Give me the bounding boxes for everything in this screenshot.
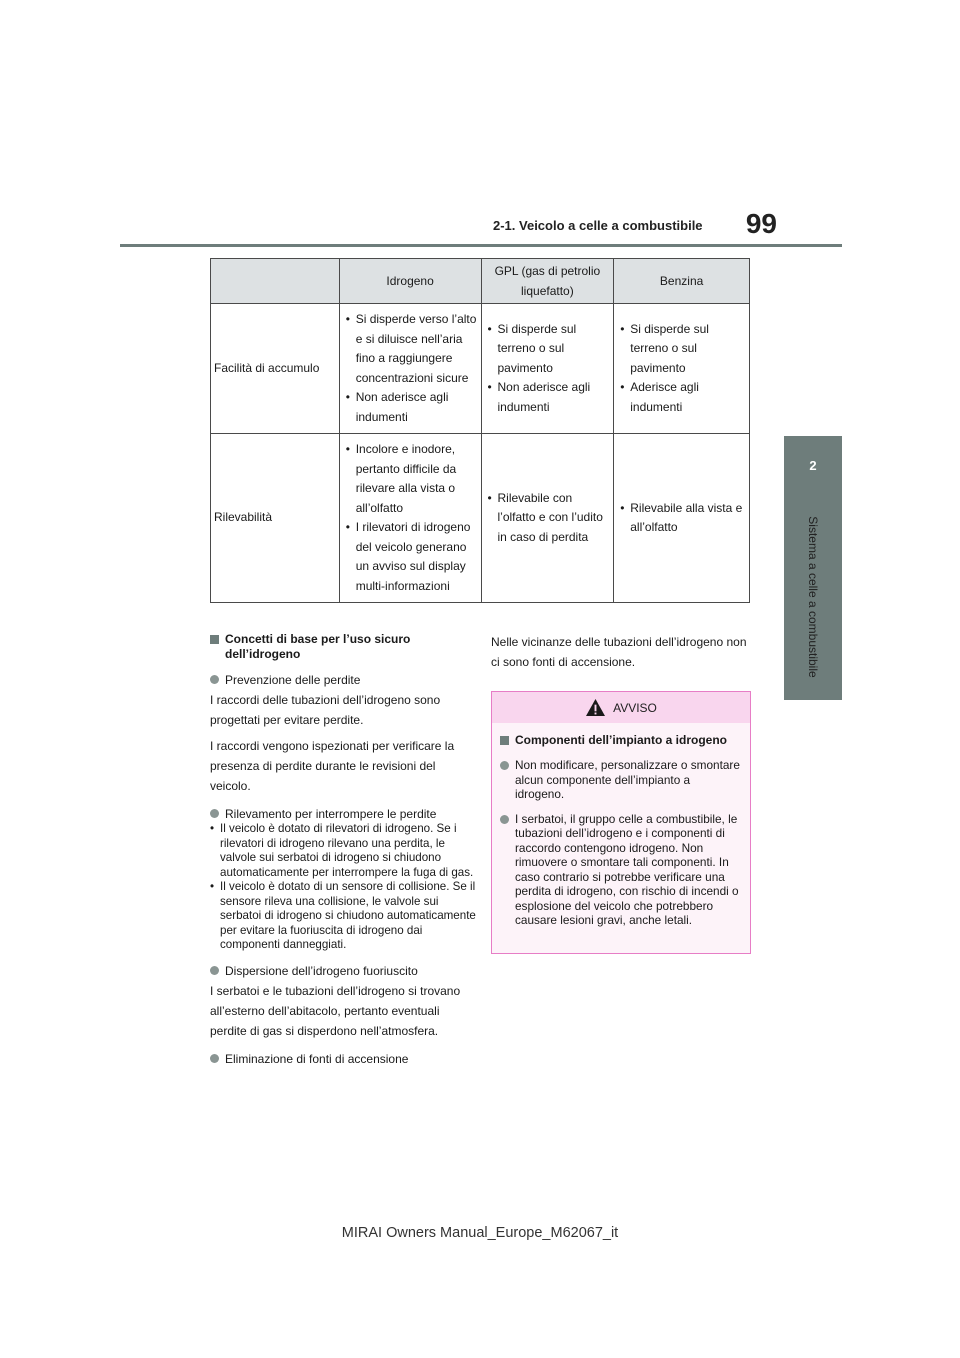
circle-bullet-icon xyxy=(500,815,509,824)
section-heading-text: Concetti di base per l’uso sicuro dell’idrogeno xyxy=(225,632,411,661)
table-header-hydrogen: Idrogeno xyxy=(339,259,481,304)
row-label: Facilità di accumulo xyxy=(211,304,340,434)
paragraph: I raccordi vengono ispezionati per verificare la presenza di perdite durante le revisioni del veicolo. xyxy=(210,739,455,793)
list-item: • Non aderisce agli indumenti xyxy=(486,378,610,417)
header-rule xyxy=(120,244,842,247)
subheading-text: Rilevamento per interrompere le perdite xyxy=(225,807,437,821)
warning-body xyxy=(492,723,750,928)
square-bullet-icon xyxy=(500,736,509,745)
section-heading xyxy=(210,632,478,662)
list-item: • Il veicolo è dotato di rilevatori di idrogeno. Se i rilevatori di idrogeno rilevano una perdita, le valvole sui serbatoi di idrogeno si chiudono automaticamente per interrompere la fuga di gas. xyxy=(210,822,478,880)
circle-bullet-icon xyxy=(210,809,219,818)
circle-bullet-icon xyxy=(210,675,219,684)
table-row xyxy=(211,434,750,603)
footer-text: MIRAI Owners Manual_Europe_M62067_it xyxy=(341,1225,619,1241)
list-item: • Non aderisce agli indumenti xyxy=(344,388,477,427)
subheading-leak-prevention xyxy=(210,672,478,688)
warning-item-text: Non modificare, personalizzare o smontare alcun componente dell’impianto a idrogeno. xyxy=(515,758,740,801)
chapter-side-label: Sistema a celle a combustibile xyxy=(806,516,820,678)
right-column xyxy=(491,632,751,672)
cell-lpg xyxy=(481,434,614,603)
circle-bullet-icon xyxy=(210,1054,219,1063)
table-header-petrol: Benzina xyxy=(614,259,750,304)
list-item: • Rilevabile con l’olfatto e con l’udito in caso di perdita xyxy=(486,489,610,548)
list-item: • Rilevabile alla vista e all’olfatto xyxy=(618,499,745,538)
subheading-text: Dispersione dell’idrogeno fuoriuscito xyxy=(225,963,418,978)
table-header-empty xyxy=(211,259,340,304)
warning-item-text: I serbatoi, il gruppo celle a combustibile, le tubazioni dell’idrogeno e i componenti di raccordo contengono idrogeno. Non rimuovere o smontare tali componenti. In caso contrario si potrebbe verificare una perdita di idrogeno, con rischio di incendi o esplosione del veicolo che potrebbero causare lesioni gravi, anche letali. xyxy=(515,811,739,927)
list-item: • Si disperde sul terreno o sul pavimento xyxy=(618,320,745,379)
warning-header xyxy=(492,692,750,723)
warning-triangle-icon xyxy=(585,698,606,717)
leak-detection-list xyxy=(210,822,478,953)
section-header-title: 2-1. Veicolo a celle a combustibile xyxy=(493,218,703,233)
warning-item xyxy=(500,812,742,928)
section-heading-text: Componenti dell’impianto a idrogeno xyxy=(515,733,727,747)
table-header-lpg: GPL (gas di petrolio liquefatto) xyxy=(481,259,614,304)
square-bullet-icon xyxy=(210,635,219,644)
list-item: • Incolore e inodore, pertanto difficile da rilevare alla vista o all’olfatto xyxy=(344,440,477,518)
list-item: • Aderisce agli indumenti xyxy=(618,378,745,417)
subheading-dispersion xyxy=(210,963,478,979)
page-number: 99 xyxy=(745,208,777,239)
row-label: Rilevabilità xyxy=(211,434,340,603)
subheading-text: Prevenzione delle perdite xyxy=(225,673,361,687)
cell-petrol xyxy=(614,434,750,603)
circle-bullet-icon xyxy=(210,966,219,975)
warning-box xyxy=(491,691,751,954)
warning-label: AVVISO xyxy=(613,700,657,715)
gas-comparison-table xyxy=(210,258,750,603)
circle-bullet-icon xyxy=(500,761,509,770)
list-item: • Si disperde verso l’alto e si diluisce nell’aria fino a raggiungere concentrazioni sicure xyxy=(344,310,477,388)
list-item: • Il veicolo è dotato di un sensore di collisione. Se il sensore rileva una collisione, le valvole sui serbatoi di idrogeno si chiudono automaticamente per evitare la fuoriuscita di idrogeno dai componenti danneggiati. xyxy=(210,880,478,953)
table-row xyxy=(211,304,750,434)
warning-item xyxy=(500,758,742,802)
cell-hydrogen xyxy=(339,434,481,603)
table-header-row xyxy=(211,259,750,304)
paragraph: I raccordi delle tubazioni dell’idrogeno sono progettati per evitare perdite. xyxy=(210,693,441,727)
cell-hydrogen xyxy=(339,304,481,434)
subheading-ignition xyxy=(210,1051,478,1067)
cell-lpg xyxy=(481,304,614,434)
paragraph: Nelle vicinanze delle tubazioni dell’idrogeno non ci sono fonti di accensione. xyxy=(491,635,747,669)
paragraph: I serbatoi e le tubazioni dell’idrogeno si trovano all’esterno dell’abitacolo, pertanto eventuali perdite di gas si disperdono nell’atmosfera. xyxy=(210,983,461,1038)
list-item: • Si disperde sul terreno o sul pavimento xyxy=(486,320,610,379)
chapter-tab[interactable]: 2 xyxy=(784,436,842,494)
list-item: • I rilevatori di idrogeno del veicolo generano un avviso sul display multi-informazioni xyxy=(344,518,477,596)
warning-section-heading xyxy=(500,733,742,748)
subheading-text: Eliminazione di fonti di accensione xyxy=(225,1051,409,1066)
cell-petrol xyxy=(614,304,750,434)
subheading-leak-detection xyxy=(210,806,478,822)
left-column xyxy=(210,632,478,1067)
